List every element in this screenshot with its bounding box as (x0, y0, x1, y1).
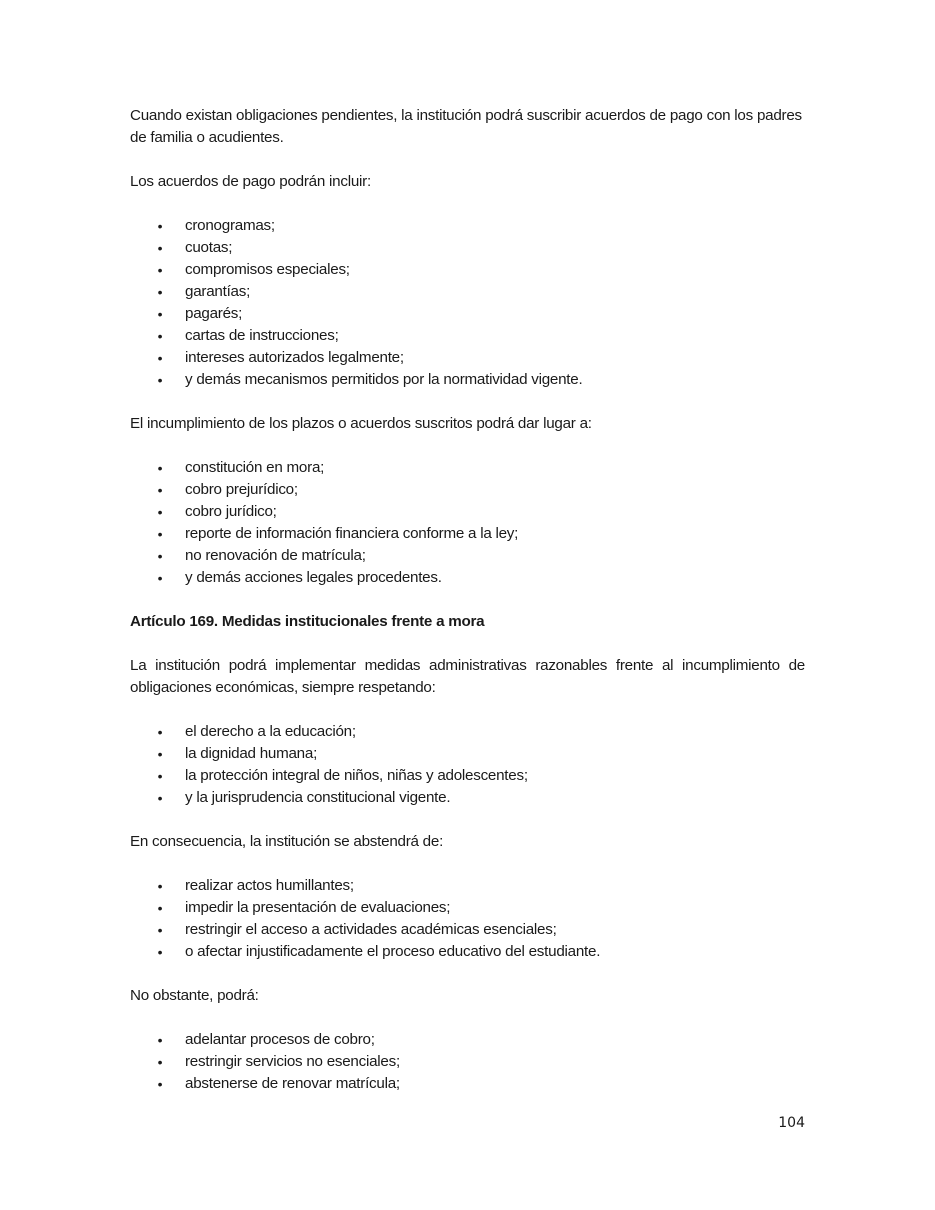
list-item-text: restringir el acceso a actividades académicas esenciales; (185, 921, 557, 938)
bullet-icon: • (157, 790, 163, 806)
paragraph-payment-agreements-intro: Cuando existan obligaciones pendientes, la institución podrá suscribir acuerdos de pago con los padres de familia o acudientes. (130, 107, 802, 146)
bullet-icon: • (157, 1076, 163, 1092)
list-item-text: compromisos especiales; (185, 261, 350, 278)
list-item (130, 875, 805, 897)
bullet-icon: • (157, 218, 163, 234)
bullet-icon: • (157, 1032, 163, 1048)
list-item (130, 347, 805, 369)
bullet-icon: • (157, 878, 163, 894)
paragraph-nevertheless: No obstante, podrá: (130, 987, 259, 1004)
list-item-text: constitución en mora; (185, 459, 325, 476)
bullet-icon: • (157, 504, 163, 520)
list-item (130, 1073, 805, 1095)
list-may (130, 1029, 805, 1095)
bullet-icon: • (157, 526, 163, 542)
bullet-icon: • (157, 768, 163, 784)
list-item-text: intereses autorizados legalmente; (185, 349, 404, 366)
list-item (130, 1029, 805, 1051)
bullet-icon: • (157, 900, 163, 916)
bullet-icon: • (157, 460, 163, 476)
list-item-text: pagarés; (185, 305, 243, 322)
list-item-text: la dignidad humana; (185, 745, 318, 762)
bullet-icon: • (157, 240, 163, 256)
bullet-icon: • (157, 724, 163, 740)
list-item-text: realizar actos humillantes; (185, 877, 354, 894)
list-item-text: cronogramas; (185, 217, 275, 234)
bullet-icon: • (157, 372, 163, 388)
bullet-icon: • (157, 306, 163, 322)
list-item-text: no renovación de matrícula; (185, 547, 366, 564)
bullet-icon: • (157, 482, 163, 498)
list-item (130, 1051, 805, 1073)
list-item (130, 919, 805, 941)
list-item-text: cobro jurídico; (185, 503, 277, 520)
list-abstain (130, 875, 805, 963)
bullet-icon: • (157, 570, 163, 586)
list-item-text: cobro prejurídico; (185, 481, 298, 498)
list-item-text: el derecho a la educación; (185, 723, 356, 740)
document-page (130, 105, 805, 1095)
bullet-icon: • (157, 328, 163, 344)
paragraph-abstain: En consecuencia, la institución se abstendrá de: (130, 833, 444, 850)
bullet-icon: • (157, 922, 163, 938)
bullet-icon: • (157, 548, 163, 564)
list-item (130, 479, 805, 501)
list-item-text: cuotas; (185, 239, 233, 256)
paragraph-payment-agreements-may-include: Los acuerdos de pago podrán incluir: (130, 173, 371, 190)
list-item (130, 743, 805, 765)
list-item (130, 303, 805, 325)
article-heading: Artículo 169. Medidas institucionales frente a mora (130, 613, 485, 630)
list-item-text: restringir servicios no esenciales; (185, 1053, 400, 1070)
list-item-text: abstenerse de renovar matrícula; (185, 1075, 400, 1092)
list-payment-agreements (130, 215, 805, 391)
list-item (130, 721, 805, 743)
list-item (130, 545, 805, 567)
list-item (130, 237, 805, 259)
list-item (130, 787, 805, 809)
list-item (130, 215, 805, 237)
bullet-icon: • (157, 350, 163, 366)
list-item-text: la protección integral de niños, niñas y adolescentes; (185, 767, 528, 784)
list-item (130, 457, 805, 479)
list-item (130, 281, 805, 303)
list-item (130, 941, 805, 963)
bullet-icon: • (157, 944, 163, 960)
list-item (130, 501, 805, 523)
list-item (130, 567, 805, 589)
list-item-text: adelantar procesos de cobro; (185, 1031, 375, 1048)
page-number: 104 (778, 1115, 805, 1131)
list-respecting (130, 721, 805, 809)
list-item-text: impedir la presentación de evaluaciones; (185, 899, 451, 916)
list-item-text: y demás acciones legales procedentes. (185, 569, 442, 586)
list-item (130, 259, 805, 281)
list-item-text: y la jurisprudencia constitucional vigente. (185, 789, 451, 806)
paragraph-non-compliance: El incumplimiento de los plazos o acuerdos suscritos podrá dar lugar a: (130, 415, 592, 432)
list-item (130, 765, 805, 787)
list-item-text: cartas de instrucciones; (185, 327, 339, 344)
bullet-icon: • (157, 746, 163, 762)
list-item (130, 369, 805, 391)
bullet-icon: • (157, 262, 163, 278)
list-item-text: garantías; (185, 283, 251, 300)
paragraph-administrative-measures: La institución podrá implementar medidas administrativas razonables frente al incumplimiento de obligaciones económicas, siempre respetando: (130, 657, 805, 696)
list-non-compliance (130, 457, 805, 589)
list-item-text: o afectar injustificadamente el proceso educativo del estudiante. (185, 943, 601, 960)
list-item (130, 523, 805, 545)
list-item-text: y demás mecanismos permitidos por la normatividad vigente. (185, 371, 583, 388)
bullet-icon: • (157, 1054, 163, 1070)
list-item (130, 897, 805, 919)
bullet-icon: • (157, 284, 163, 300)
list-item-text: reporte de información financiera conforme a la ley; (185, 525, 519, 542)
list-item (130, 325, 805, 347)
